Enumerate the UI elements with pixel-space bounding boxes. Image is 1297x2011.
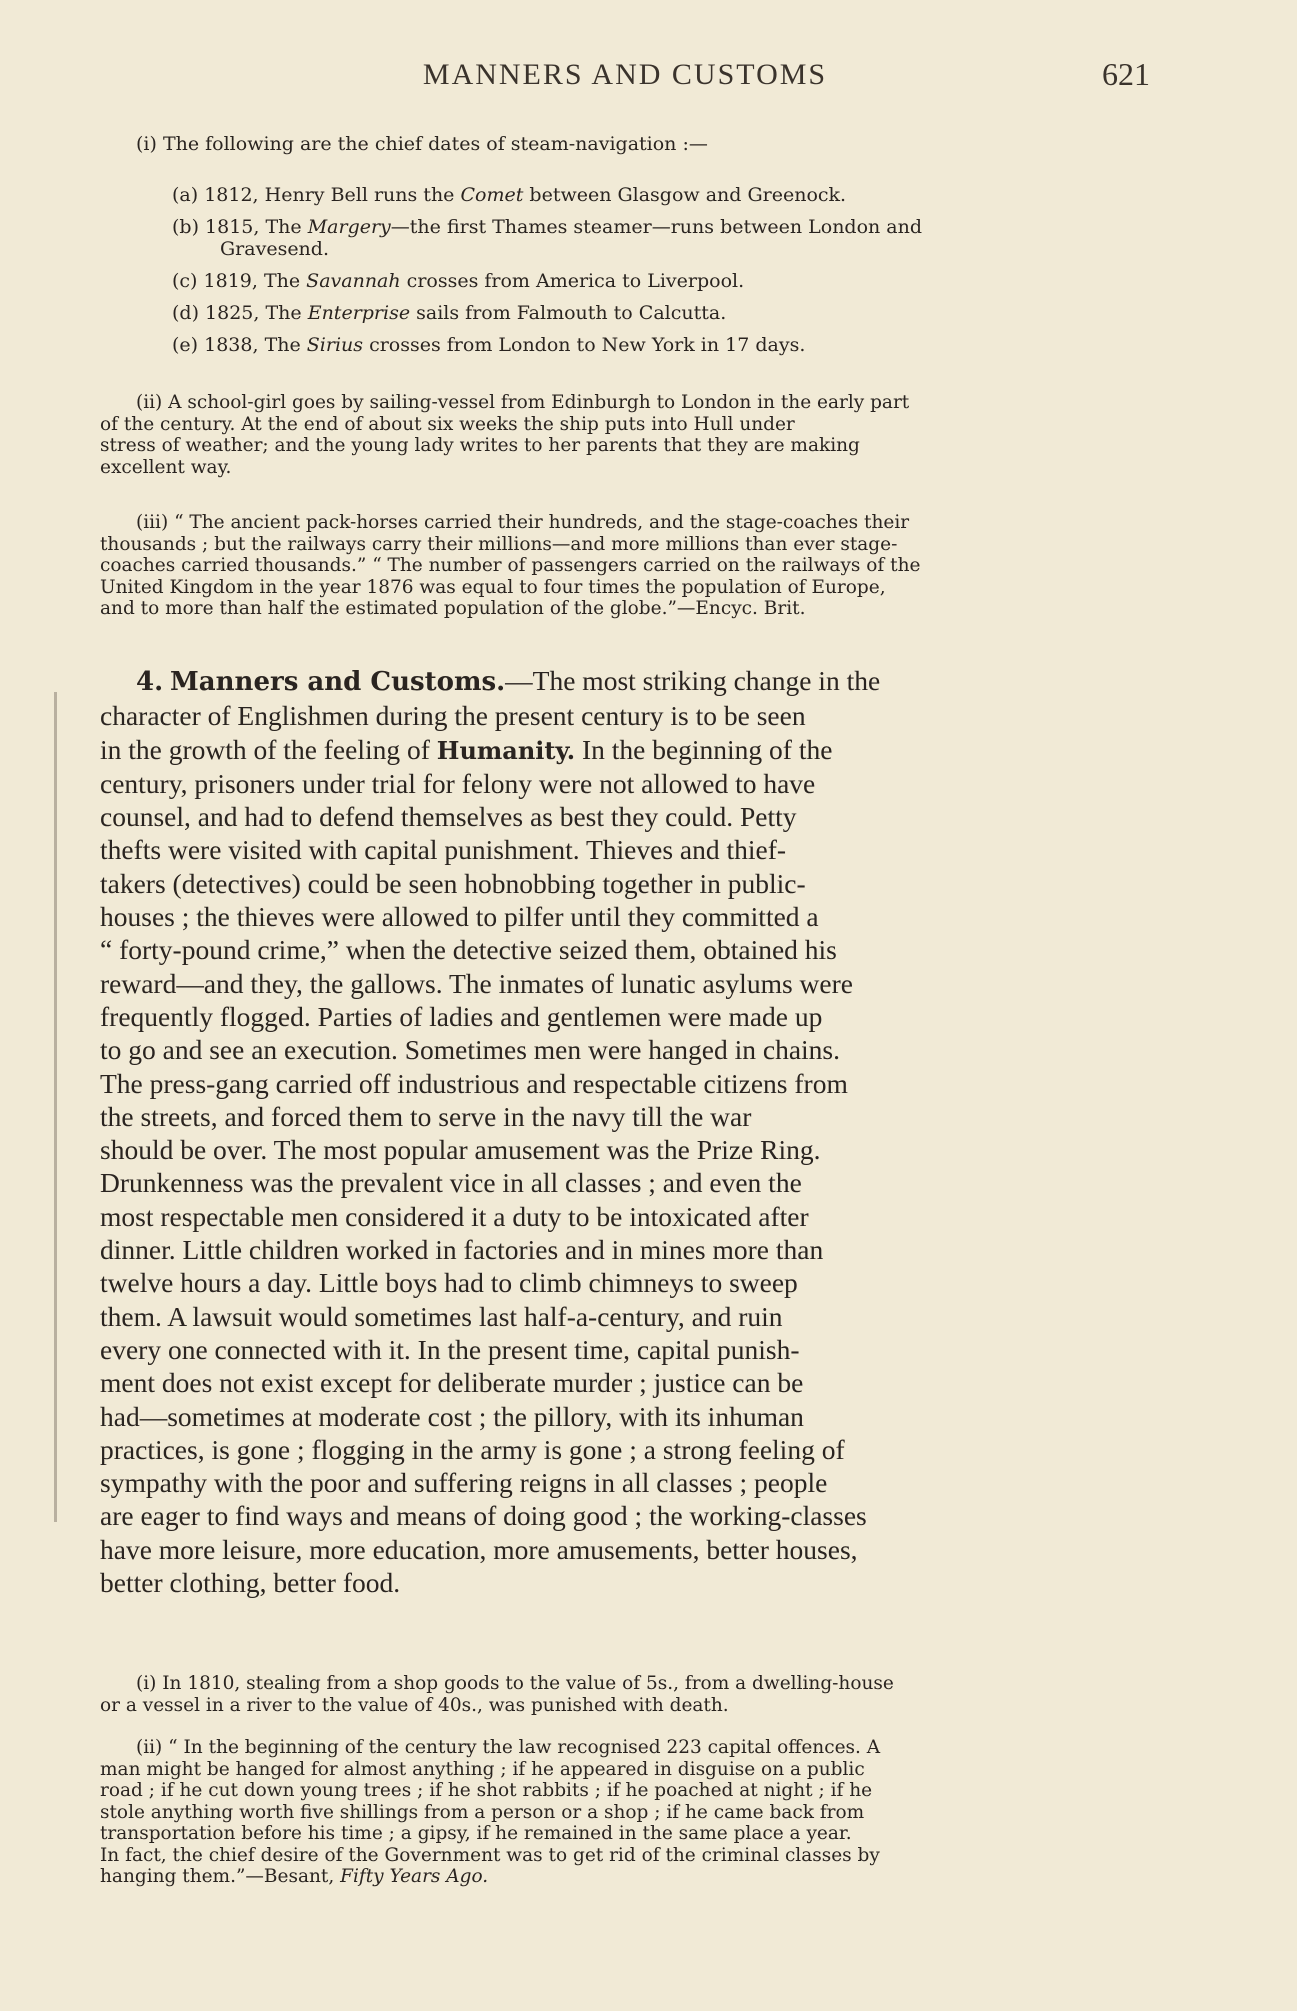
ship-name: Enterprise xyxy=(307,302,411,324)
running-head: MANNERS AND CUSTOMS xyxy=(422,58,828,91)
date-item-c: (c) 1819, The Savannah crosses from America to Liverpool. xyxy=(172,270,745,292)
section-heading: Manners and Customs. xyxy=(170,667,506,697)
ship-name: Comet xyxy=(460,184,524,206)
date-item-b: (b) 1815, The Margery—the first Thames steamer—runs between London and Gravesend. xyxy=(172,216,923,260)
date-item-e: (e) 1838, The Sirius crosses from London to New York in 17 days. xyxy=(172,334,806,356)
ship-name: Savannah xyxy=(306,270,401,292)
note-ii-capital-offences: (ii) “ In the beginning of the century the law recognised 223 capital offences. A man might be hanged for almost anything ; if he appeared in disguise on a public road ; if he cut down young trees ; if he shot rabbits ; if he poached at night ; if he stole anything worth five shillings from a person or a shop ; if he came back from transportation before his time ; a gipsy, if he remained in the same place a year. In fact, the chief desire of the Government was to get rid of the criminal classes by hanging them.”—Besant, Fifty Years Ago. xyxy=(100,1737,881,1887)
section-manners-and-customs: 4. Manners and Customs.—The most striking change in the character of Englishmen during the present century is to be seen in the growth of the feeling of Humanity. In the beginning of the century, prisoners under trial for felony were not allowed to have counsel, and had to defend themselves as best they could. Petty thefts were visited with capital punishment. Thieves and thief- takers (detectives) could be seen hobnobbing together in public- houses ; the thieves were allowed to pilfer until they committed a “ forty-pound crime,” when the detective seized them, obtained his reward—and they, the gallows. The inmates of lunatic asylums were frequently flogged. Parties of ladies and gentlemen were made up to go and see an execution. Sometimes men were hanged in chains. The press-gang carried off industrious and respectable citizens from the streets, and forced them to serve in the navy till the war should be over. The most popular amusement was the Prize Ring. Drunkenness was the prevalent vice in all classes ; and even the most respectable men considered it a duty to be intoxicated after dinner. Little children worked in factories and in mines more than twelve hours a day. Little boys had to climb chimneys to sweep them. A lawsuit would sometimes last half-a-century, and ruin every one connected with it. In the present time, capital punish- ment does not exist except for deliberate murder ; justice can be had—sometimes at moderate cost ; the pillory, with its inhuman practices, is gone ; flogging in the army is gone ; a strong feeling of sympathy with the poor and suffering reigns in all classes ; people are eager to find ways and means of doing good ; the working-classes have more leisure, more education, more amusements, better houses, better clothing, better food. xyxy=(100,664,1150,1599)
section-number: 4. xyxy=(136,667,164,697)
ship-name: Margery xyxy=(307,216,391,238)
margin-line xyxy=(54,692,57,1522)
page-number: 621 xyxy=(1102,56,1150,92)
page-header xyxy=(100,58,1150,98)
note-i-lead: (i) The following are the chief dates of steam-navigation :— xyxy=(136,133,708,155)
note-iii-railways: (iii) “ The ancient pack-horses carried their hundreds, and the stage-coaches their thousands ; but the railways carry their millions—and more millions than ever stage- coaches carried thousands.” “ The number of passengers carried on the railways of the United Kingdom in the year 1876 was equal to four times the population of Europe, and to more than half the estimated population of the globe.”—Encyc. Brit. xyxy=(100,512,921,619)
ship-name: Sirius xyxy=(306,334,364,356)
date-item-a: (a) 1812, Henry Bell runs the Comet between Glasgow and Greenock. xyxy=(172,184,847,206)
steam-navigation-dates xyxy=(172,184,1152,366)
note-ii-school-girl: (ii) A school-girl goes by sailing-vessel from Edinburgh to London in the early part of the century. At the end of about six weeks the ship puts into Hull under stress of weather; and the young lady writes to her parents that they are making excellent way. xyxy=(100,392,910,478)
section-first-line: 4. Manners and Customs.—The most striking change in the xyxy=(136,665,881,697)
date-item-d: (d) 1825, The Enterprise sails from Falmouth to Calcutta. xyxy=(172,302,727,324)
emphasis-humanity: Humanity. xyxy=(436,735,576,765)
source-title: Fifty Years Ago. xyxy=(340,1866,489,1887)
note-i-stealing: (i) In 1810, stealing from a shop goods to the value of 5s., from a dwelling-house or a vessel in a river to the value of 40s., was punished with death. xyxy=(100,1673,894,1716)
